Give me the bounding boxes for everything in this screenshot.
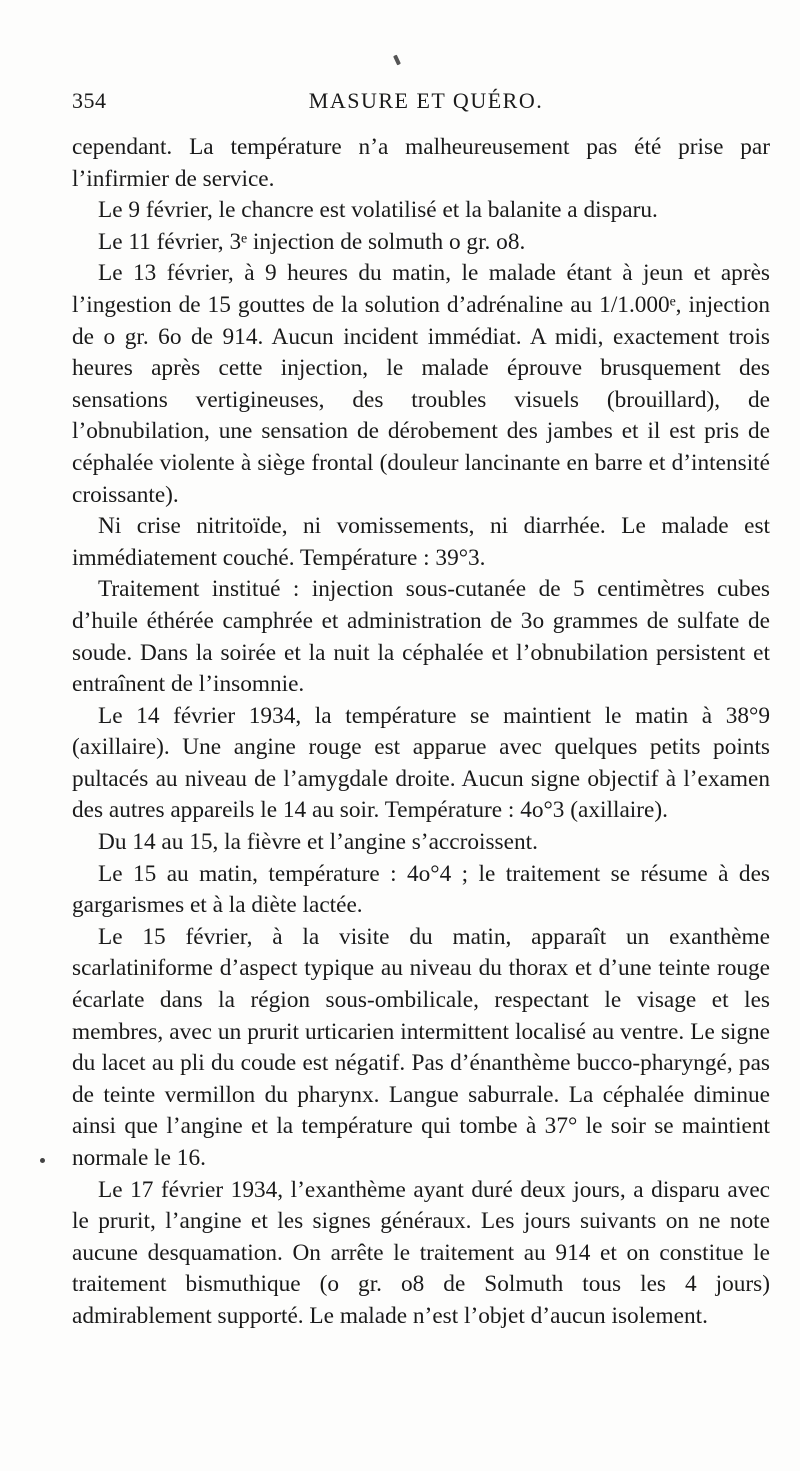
print-speck xyxy=(393,55,401,66)
paragraph: Traitement institué : injection sous-cutanée de 5 centimètres cubes d’huile éthérée camphrée et administration de 3o grammes de sulfate de soude. Dans la soirée et la nuit la céphalée et l’obnubilation persistent et entraînent de l’insomnie. xyxy=(72,576,770,698)
paragraph: Le 13 février, à 9 heures du matin, le malade étant à jeun et après l’ingestion de 15 gouttes de la solution d’adrénaline au 1/1.000ᵉ, injection de o gr. 6o de 914. Aucun incident immédiat. A midi, exactement trois heures après cette injection, le malade éprouve brusquement des sensations vertigineuses, des troubles visuels (brouillard), de l’obnubilation, une sensation de dérobement des jambes et il est pris de céphalée violente à siège frontal (douleur lancinante en barre et d’intensité croissante). xyxy=(72,260,770,508)
print-speck xyxy=(40,1158,45,1163)
paragraph: Le 9 février, le chancre est volatilisé et la balanite a disparu. xyxy=(98,197,658,224)
paragraph: Le 15 au matin, température : 4o°4 ; le traitement se résume à des gargarismes et à la diète lactée. xyxy=(72,860,770,919)
page-header xyxy=(72,88,780,128)
paragraph: Le 15 février, à la visite du matin, apparaît un exanthème scarlatiniforme d’aspect typique au niveau du thorax et d’une teinte rouge écarlate dans la région sous-ombilicale, respectant le visage et les membres, avec un prurit urticarien intermittent localisé au ventre. Le signe du lacet au pli du coude est négatif. Pas d’énanthème bucco-pharyngé, pas de teinte vermillon du pharynx. Langue saburrale. La céphalée diminue ainsi que l’angine et la température qui tombe à 37° le soir se maintient normale le 16. xyxy=(72,923,770,1171)
paragraph: Du 14 au 15, la fièvre et l’angine s’accroissent. xyxy=(98,829,538,856)
paragraph: Le 17 février 1934, l’exanthème ayant duré deux jours, a disparu avec le prurit, l’angine et les signes généraux. Les jours suivants on ne note aucune desquamation. On arrête le traitement au 914 et on constitue le traitement bismuthique (o gr. o8 de Solmuth tous les 4 jours) admirablement supporté. Le malade n’est l’objet d’aucun isolement. xyxy=(72,1176,770,1329)
running-title: MASURE ET QUÉRO. xyxy=(308,88,544,113)
paragraph: Le 11 février, 3ᵉ injection de solmuth o gr. o8. xyxy=(98,228,526,255)
page-number: 354 xyxy=(72,88,107,113)
paragraph: Le 14 février 1934, la température se maintient le matin à 38°9 (axillaire). Une angine rouge est apparue avec quelques petits points pultacés au niveau de l’amygdale droite. Aucun signe objectif à l’examen des autres appareils le 14 au soir. Température : 4o°3 (axillaire). xyxy=(72,702,770,824)
paragraph: cependant. La température n’a malheureusement pas été prise par l’infirmier de service. xyxy=(72,134,770,192)
body-text xyxy=(72,132,770,1333)
paragraph: Ni crise nitritoïde, ni vomissements, ni diarrhée. Le malade est immédiatement couché. Température : 39°3. xyxy=(72,513,770,571)
